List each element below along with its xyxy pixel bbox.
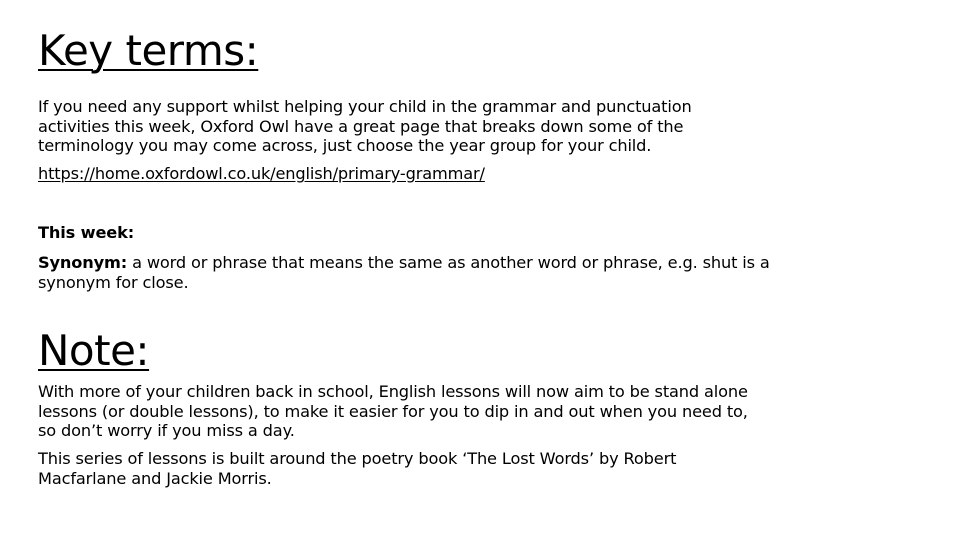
note-line: Macfarlane and Jackie Morris. <box>38 468 272 488</box>
synonym-definition <box>38 253 770 292</box>
link-paragraph <box>38 164 485 184</box>
note-heading: Note: <box>38 326 150 375</box>
synonym-line-1 <box>38 253 770 273</box>
note-line: lessons (or double lessons), to make it easier for you to dip in and out when you need to, <box>38 401 748 421</box>
key-terms-heading: Key terms: <box>38 26 259 75</box>
synonym-line-2: synonym for close. <box>38 272 189 292</box>
oxford-owl-grammar-link[interactable]: https://home.oxfordowl.co.uk/english/primary-grammar/ <box>38 164 485 183</box>
intro-line: terminology you may come across, just choose the year group for your child. <box>38 136 652 155</box>
note-line: so don’t worry if you miss a day. <box>38 421 295 440</box>
synonym-definition-text: a word or phrase that means the same as another word or phrase, e.g. shut is a <box>127 253 770 272</box>
this-week-paragraph <box>38 223 134 243</box>
note-line: This series of lessons is built around the poetry book ‘The Lost Words’ by Robert <box>38 449 677 468</box>
intro-paragraph <box>38 97 692 156</box>
note-paragraph-1 <box>38 382 748 441</box>
note-line: With more of your children back in school, English lessons will now aim to be stand alone <box>38 382 748 401</box>
this-week-label: This week: <box>38 223 135 242</box>
intro-line: activities this week, Oxford Owl have a great page that breaks down some of the <box>38 116 684 136</box>
note-paragraph-2 <box>38 449 676 488</box>
synonym-term: Synonym: <box>38 253 128 272</box>
intro-line: If you need any support whilst helping your child in the grammar and punctuation <box>38 97 692 116</box>
